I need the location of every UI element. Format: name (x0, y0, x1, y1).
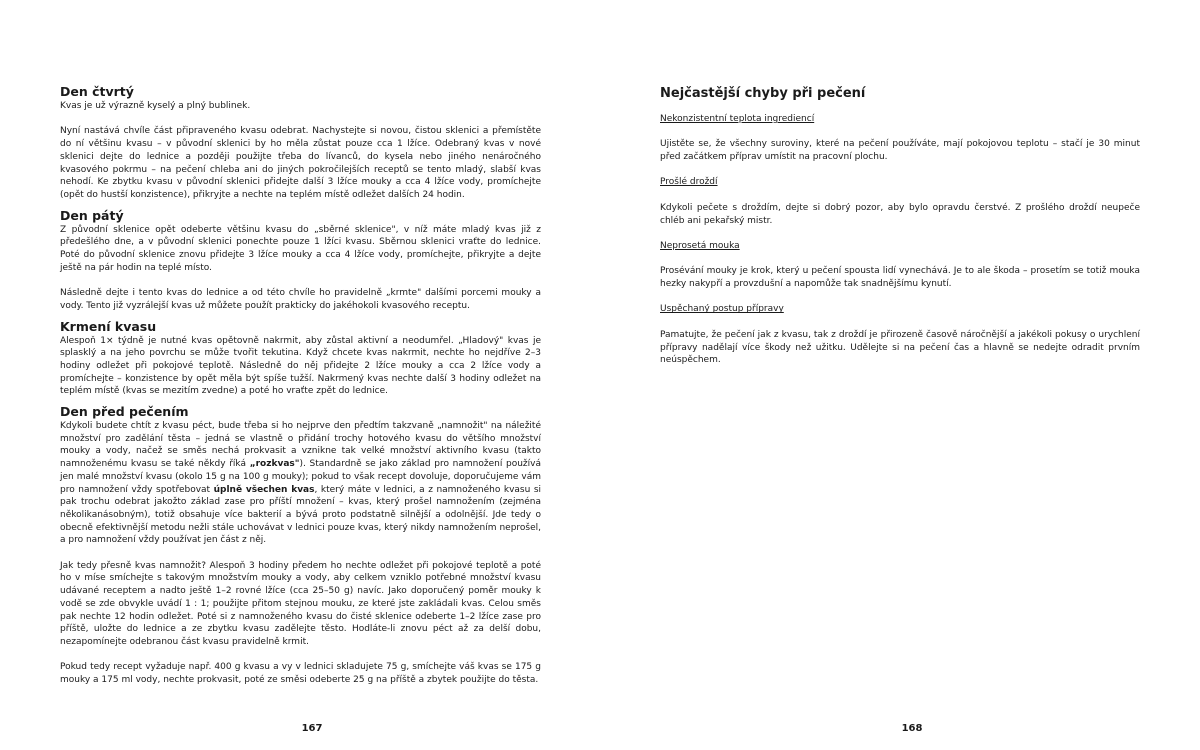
bold-term: úplně všechen kvas (213, 484, 315, 495)
bold-term: „rozkvas" (249, 459, 300, 470)
paragraph: Nyní nastává chvíle část připraveného kvasu odebrat. Nachystejte si novou, čistou sklenici a přemístěte do ní většinu kvasu – v původní sklenici by ho měla zůstat pouze cca 1 lžíce. Odebraný kvas v nové sklenici dejte do lednice a později použijte třeba do lívanců, do kysela nebo jiného nenáročného kvasového pokrmu – na pečení chleba ani do jiných pokročilejších receptů se tento mladý, slabší kvas nehodí. Ke zbytku kvasu v původní sklenici přidejte další 3 lžíce mouky a cca 4 lžíce vody, promíchejte (opět do hustší konzistence), přikryjte a nechte na teplém místě odležet dalších 24 hodin. (60, 126, 541, 200)
page-number: 167 (301, 723, 323, 734)
item-text: Kdykoli pečete s droždím, dejte si dobrý pozor, aby bylo opravdu čerstvé. Z prošlého droždí neupeče chléb ani pekařský mistr. (660, 202, 1140, 226)
page-title: Nejčastější chyby při pečení (660, 86, 866, 101)
left-page-content (60, 84, 541, 687)
section-heading-feeding: Krmení kvasu (60, 318, 157, 334)
item-heading: Neprosetá mouka (660, 240, 740, 251)
paragraph: Jak tedy přesně kvas namnožit? Alespoň 3 hodiny předem ho nechte odležet při pokojové teplotě a poté ho v míse smíchejte s takovým množstvím mouky a vody, aby celkem vzniklo potřebné množství kvasu udávané receptem a nadto ještě 1–2 rovné lžíce (cca 25–50 g) navíc. Jako doporučený poměr mouky k vodě se zde obvykle uvádí 1 : 1; použijte přitom stejnou mouku, ze které jste zakládali kvas. Celou směs pak nechte 12 hodin odležet. Poté si z namnoženého kvasu do čisté sklenice odeberte 1–2 lžíce zase pro příště, uložte do lednice a ze zbytku kvasu zadělejte těsto. Hodláte-li znovu péct až za delší dobu, nezapomínejte odebranou část kvasu pravidelně krmit. (60, 560, 541, 647)
paragraph: Kdykoli budete chtít z kvasu péct, bude třeba si ho nejprve den předtím takzvaně „namnožit" na náležité množství pro zadělání těsta – jedná se vlastně o přidání trochy hotového kvasu do většího množství mouky a vody, načež se směs nechá prokvasit a vznikne tak velké množství aktivního kvasu (takto namnoženému kvasu se také někdy říká „rozkvas"). Standardně se jako základ pro namnožení používá jen malé množství kvasu (okolo 15 g na 100 g mouky); pokud to však recept dovoluje, doporučujeme vám pro namnožení vždy spotřebovat úplně všechen kvas, který máte v lednici, a z namnoženého kvasu si pak trochu odebrat jakožto základ zase pro příští množení – kvas, který prošel namnožením (zejména několikanásobným), totiž obsahuje více bakterií a bývá proto podstatně silnější a odolnější. Jde tedy o obecně efektivnější metodu nežli stále uchovávat v lednici pouze kvas, který nikdy namnožením neprošel, a pro namnožení vždy používat jen část z něj. (60, 421, 542, 546)
page-number: 168 (901, 723, 923, 734)
paragraph: Pokud tedy recept vyžaduje např. 400 g kvasu a vy v lednici skladujete 75 g, smíchejte váš kvas se 175 g mouky a 175 ml vody, nechte prokvasit, poté ze směsi odeberte 25 g na příště a zbytek použijte do těsta. (60, 662, 541, 686)
section-heading-day-four: Den čtvrtý (60, 84, 134, 99)
section-heading-day-before-baking: Den před pečením (60, 404, 189, 420)
item-heading: Uspěchaný postup přípravy (660, 304, 784, 315)
paragraph: Z původní sklenice opět odeberte většinu kvasu do „sběrné sklenice", v níž máte mladý kvas již z předešlého dne, a v původní sklenici ponechte pouze 1 lžíci kvasu. Sběrnou sklenici vraťte do lednice. Poté do původní sklenice znovu přidejte 3 lžíce mouky a cca 4 lžíce vody, promíchejte, přikryjte a dejte ještě na pár hodin na teplé místo. (60, 224, 541, 273)
item-heading: Nekonzistentní teplota ingrediencí (660, 114, 815, 124)
item-text: Ujistěte se, že všechny suroviny, které na pečení používáte, mají pokojovou teplotu – stačí je 30 minut před začátkem příprav umístit na pracovní plochu. (660, 139, 1140, 163)
left-page (60, 0, 541, 750)
item-heading: Prošlé droždí (660, 177, 718, 188)
section-heading-day-five: Den pátý (60, 207, 124, 223)
item-text: Pamatujte, že pečení jak z kvasu, tak z droždí je přirozeně časově náročnější a jakékoli pokusy o urychlení přípravy nadělají více škody než užitku. Udělejte si na pečení čas a hlavně se nedejte odradit prvním neúspěchem. (660, 329, 1140, 366)
paragraph: Alespoň 1× týdně je nutné kvas opětovně nakrmit, aby zůstal aktivní a neodumřel. „Hladový" kvas je splasklý a na jeho povrchu se může tvořit tekutina. Když chcete kvas nakrmit, nechte ho nejdříve 2–3 hodiny odležet při pokojové teplotě. Následně do něj přidejte 2 lžíce mouky a cca 2 lžíce vody a promíchejte – konzistence by opět měla být spíše tužší. Nakrmený kvas nechte další 3 hodiny odležet na teplém místě (kvas se mezitím zvedne) a poté ho vraťte zpět do lednice. (60, 335, 541, 397)
paragraph: Následně dejte i tento kvas do lednice a od této chvíle ho pravidelně „krmte" dalšími porcemi mouky a vody. Tento již vyzrálejší kvas už můžete použít prakticky do jakéhokoli kvasového receptu. (60, 288, 541, 311)
item-text: Prosévání mouky je krok, který u pečení spousta lidí vynechává. Je to ale škoda – prosetím se totiž mouka hezky nakypří a provzdušní a napomůže tak snadnějšímu kynutí. (660, 266, 1140, 290)
right-page-content (660, 86, 1140, 380)
right-page (660, 0, 1140, 750)
paragraph: Kvas je už výrazně kyselý a plný bublinek. (60, 101, 251, 111)
